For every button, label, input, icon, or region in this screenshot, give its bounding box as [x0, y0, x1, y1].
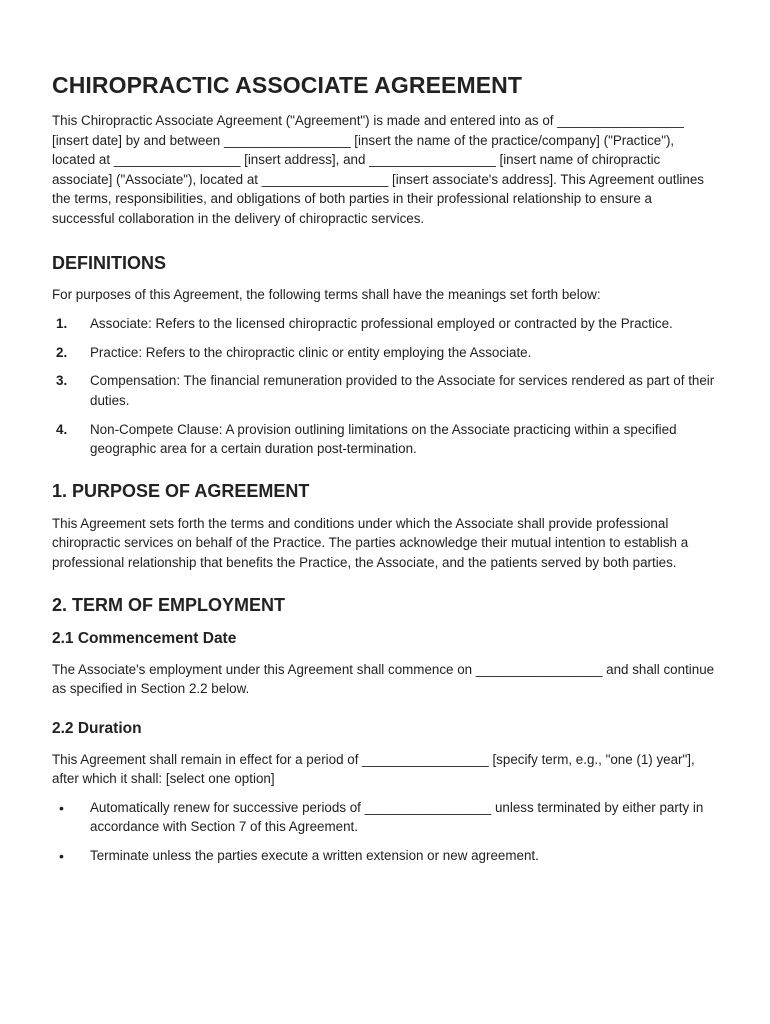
definitions-lead: For purposes of this Agreement, the following terms shall have the meanings set forth below:: [52, 286, 601, 302]
definitions-heading: DEFINITIONS: [52, 252, 167, 273]
duration-heading: 2.2 Duration: [52, 719, 142, 737]
option-text: Automatically renew for successive periods of _________________ unless terminated by either party in accordance with Section 7 of this Agreement.: [90, 799, 704, 835]
definition-item-compensation: [52, 371, 718, 410]
list-number: 2.: [56, 344, 68, 360]
definition-text: Practice: Refers to the chiropractic clinic or entity employing the Associate.: [90, 344, 532, 360]
intro-paragraph: This Chiropractic Associate Agreement ("Agreement") is made and entered into as of _________________ [insert date] by and between _________________ [insert the name of the practice/company] ("Practice"), located at _________________ [insert address], and _________________ [insert name of chiropractic associate] ("Associate"), located at _________________ [insert associate's address]. This Agreement outlines the terms, responsibilities, and obligations of both parties in their professional relationship to ensure a successful collaboration in the delivery of chiropractic services.: [52, 113, 704, 226]
purpose-heading: 1. PURPOSE OF AGREEMENT: [52, 480, 310, 501]
purpose-paragraph: This Agreement sets forth the terms and conditions under which the Associate shall provide professional chiropractic services on behalf of the Practice. The parties acknowledge their mutual intention to establish a professional relationship that benefits the Practice, the Associate, and the patients served by both parties.: [52, 515, 689, 570]
commencement-paragraph: The Associate's employment under this Agreement shall commence on _________________ and shall continue as specified in Section 2.2 below.: [52, 661, 715, 697]
bullet-icon: •: [59, 799, 64, 816]
duration-options-list: [52, 798, 718, 866]
duration-option-renew: [52, 798, 718, 837]
term-heading: 2. TERM OF EMPLOYMENT: [52, 594, 286, 615]
definition-item-practice: [52, 343, 718, 363]
definitions-list: [52, 314, 718, 459]
definition-text: Non-Compete Clause: A provision outlining limitations on the Associate practicing within a specified geographic area for a certain duration post-termination.: [90, 421, 677, 457]
list-number: 4.: [56, 421, 68, 437]
list-number: 3.: [56, 373, 68, 389]
option-text: Terminate unless the parties execute a written extension or new agreement.: [90, 848, 539, 864]
agreement-document: [52, 70, 718, 866]
duration-paragraph: This Agreement shall remain in effect for a period of _________________ [specify term, e.g., "one (1) year"], after which it shall: [select one option]: [52, 751, 695, 787]
definition-item-associate: [52, 314, 718, 334]
definition-item-non-compete: [52, 420, 718, 459]
commencement-heading: 2.1 Commencement Date: [52, 629, 237, 647]
document-title: CHIROPRACTIC ASSOCIATE AGREEMENT: [52, 72, 523, 98]
duration-option-terminate: [52, 846, 718, 866]
definition-text: Associate: Refers to the licensed chiropractic professional employed or contracted by the Practice.: [90, 316, 673, 332]
list-number: 1.: [56, 316, 68, 332]
bullet-icon: •: [59, 848, 64, 865]
definition-text: Compensation: The financial remuneration provided to the Associate for services rendered as part of their duties.: [90, 373, 715, 408]
